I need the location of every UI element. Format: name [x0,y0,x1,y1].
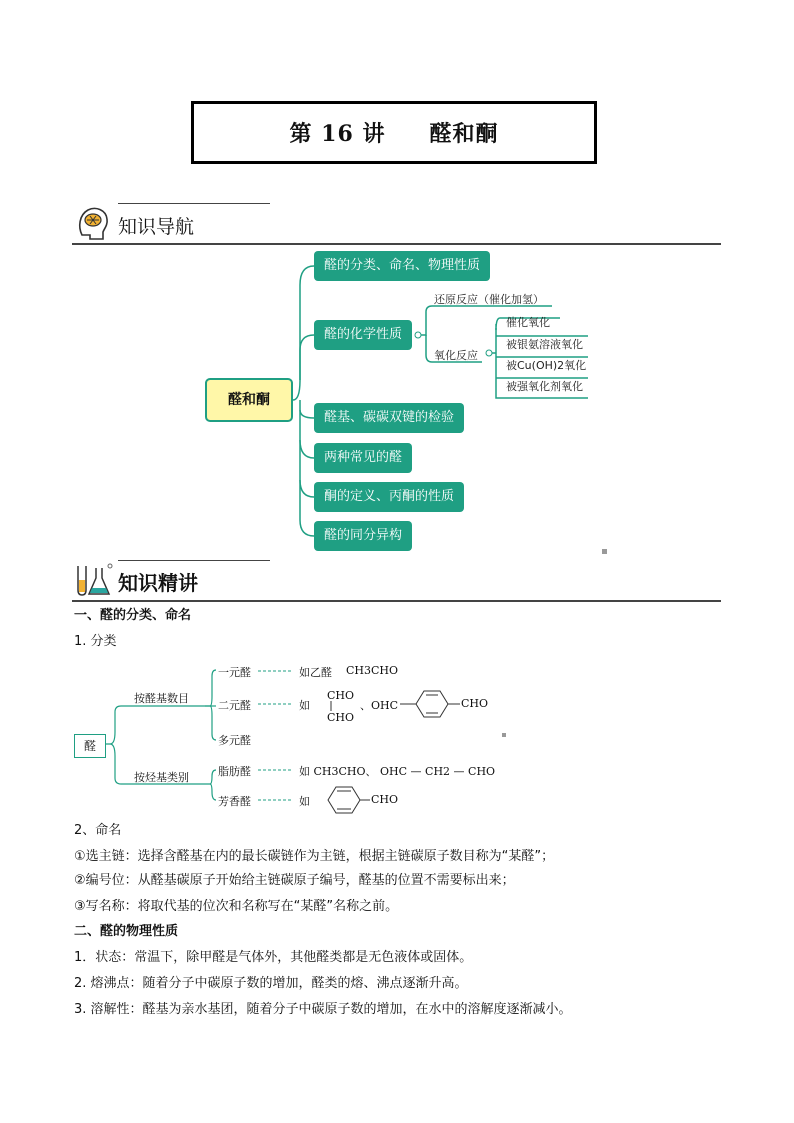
branch-ketones: 酮的定义、丙酮的性质 [314,482,464,512]
by-type-label: 按烃基类别 [134,771,189,784]
poly-aldehyde: 多元醛 [218,734,251,747]
diagram-root: 醛 [74,734,106,758]
branch-chemical-properties: 醛的化学性质 [314,320,412,350]
lecture-heading: 知识精讲 [118,571,198,595]
lecture-number: 第 16 讲 [289,121,386,147]
oxidation-item: 被强氧化剂氧化 [506,380,583,393]
branch-common-aldehydes: 两种常见的醛 [314,443,412,473]
naming-rule: ②编号位：从醛基碳原子开始给主链碳原子编号，醛基的位置不需要标出来； [74,873,515,888]
aromatic-aldehyde: 芳香醛 [218,795,251,808]
by-count-label: 按醛基数目 [134,692,189,705]
mindmap-root: 醛和酮 [205,378,293,422]
naming-rule: ①选主链：选择含醛基在内的最长碳链作为主链，根据主链碳原子数目称为“某醛”； [74,849,555,864]
oxidation-node: 氧化反应 [434,349,478,362]
nav-heading: 知识导航 [118,216,195,238]
di-aldehyde: 二元醛 [218,699,251,712]
cho-right: CHO [461,697,489,710]
physical-property: 1．状态：常温下，除甲醛是气体外，其他醛类都是无色液体或固体。 [74,950,473,965]
oxidation-item: 被Cu(OH)2氧化 [506,359,587,372]
branch-isomers: 醛的同分异构 [314,521,412,551]
aliphatic-example: 如 CH3CHO、 OHC — CH2 — CHO [299,765,496,778]
physical-property: 3. 溶解性：醛基为亲水基团，随着分子中碳原子数的增加，在水中的溶解度逐渐减小。 [74,1002,572,1017]
physical-property: 2. 熔沸点：随着分子中碳原子数的增加，醛类的熔、沸点逐渐升高。 [74,976,468,991]
classification-subtitle: 1. 分类 [74,634,117,649]
aromatic-example-prefix: 如 [299,795,310,808]
benzaldehyde-cho: CHO [371,793,399,806]
reduction-node: 还原反应（催化加氢） [434,293,544,306]
ohc-separator: 、OHC [360,699,399,712]
branch-classification: 醛的分类、命名、物理性质 [314,251,490,281]
mono-aldehyde: 一元醛 [218,666,251,679]
section-1-title: 一、醛的分类、命名 [74,608,192,623]
naming-rule: ③写名称：将取代基的位次和名称写在“某醛”名称之前。 [74,899,399,914]
mono-example: CH3CHO [346,664,399,677]
mono-example-prefix: 如乙醛 [299,666,332,679]
aliphatic-aldehyde: 脂肪醛 [218,765,251,778]
lecture-topic: 醛和酮 [429,121,499,147]
cho-bottom: CHO [327,711,355,724]
benzene-ring-icon [400,691,460,717]
section-2-title: 二、醛的物理性质 [74,924,179,939]
cho-top: CHO [327,689,355,702]
naming-subtitle: 2、命名 [74,823,122,838]
oxidation-item: 被银氨溶液氧化 [506,338,583,351]
benzene-ring-icon [328,787,370,813]
branch-detection: 醛基、碳碳双键的检验 [314,403,464,433]
oxidation-item: 催化氧化 [506,316,550,329]
di-example-prefix: 如 [299,699,310,712]
